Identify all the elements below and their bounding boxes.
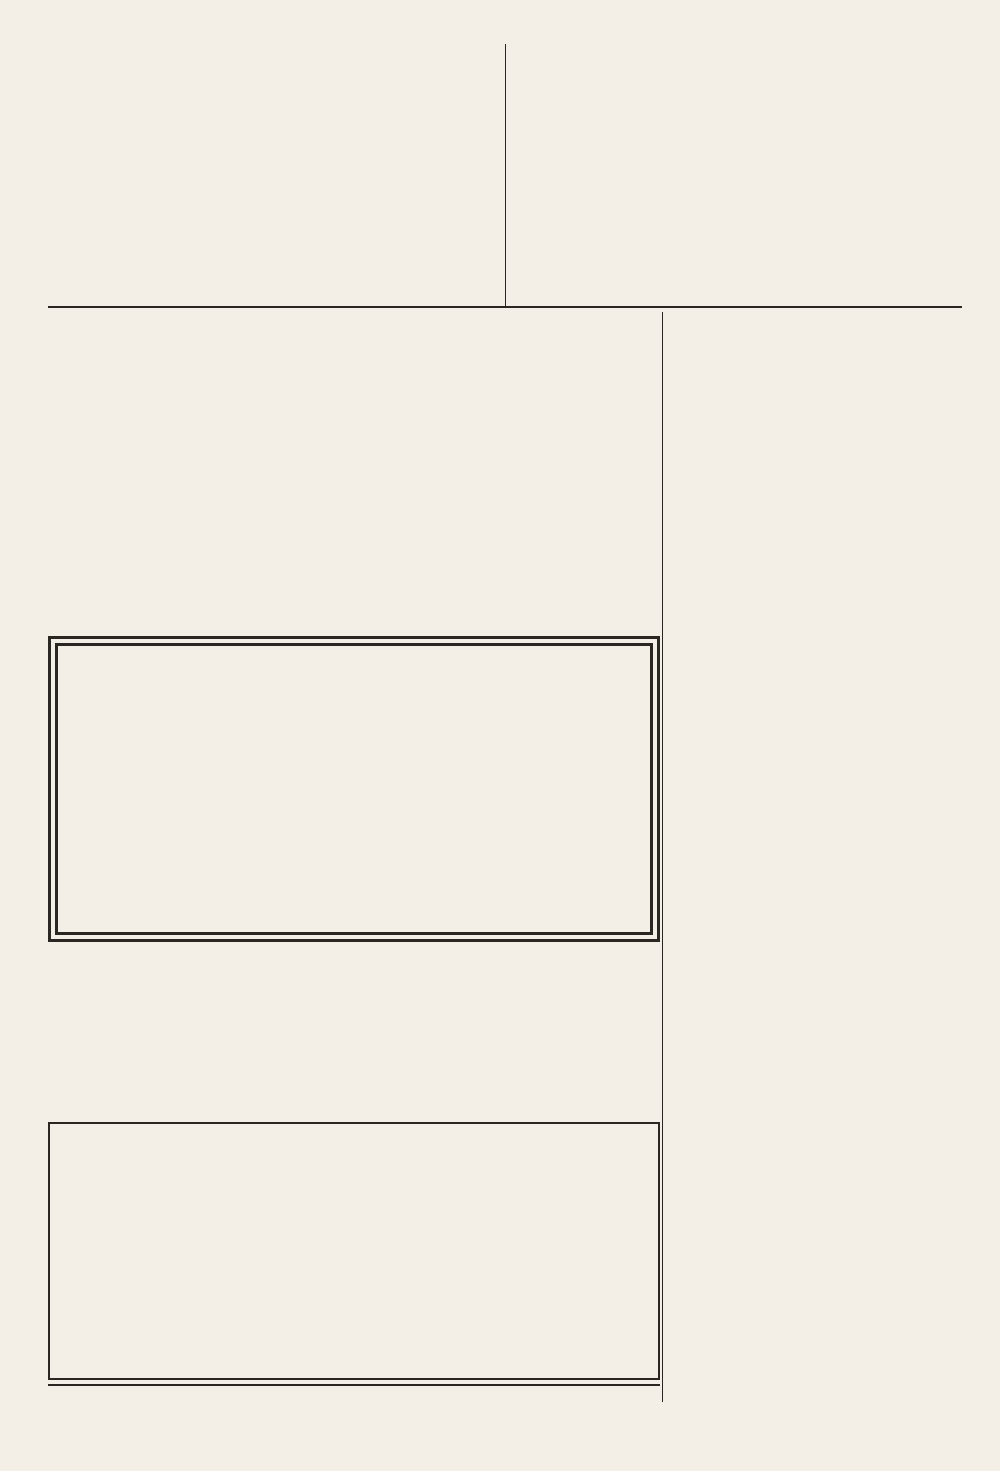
medical-book-advertisement — [48, 1122, 660, 1380]
column-divider — [505, 44, 506, 306]
bottom-advertisements — [48, 1388, 660, 1428]
hoftheater-advertisement — [48, 312, 658, 632]
right-column-advertisements — [668, 312, 964, 1422]
ad-column-divider — [662, 312, 663, 1402]
hof-stickerei-advertisement — [48, 636, 660, 942]
bottom-divider — [48, 1384, 660, 1386]
news-column-left — [48, 44, 502, 304]
news-column-right — [510, 44, 962, 304]
section-divider — [48, 306, 962, 308]
page-number — [470, 10, 530, 40]
tambacher-holzverstrich-advertisement — [48, 946, 658, 1118]
